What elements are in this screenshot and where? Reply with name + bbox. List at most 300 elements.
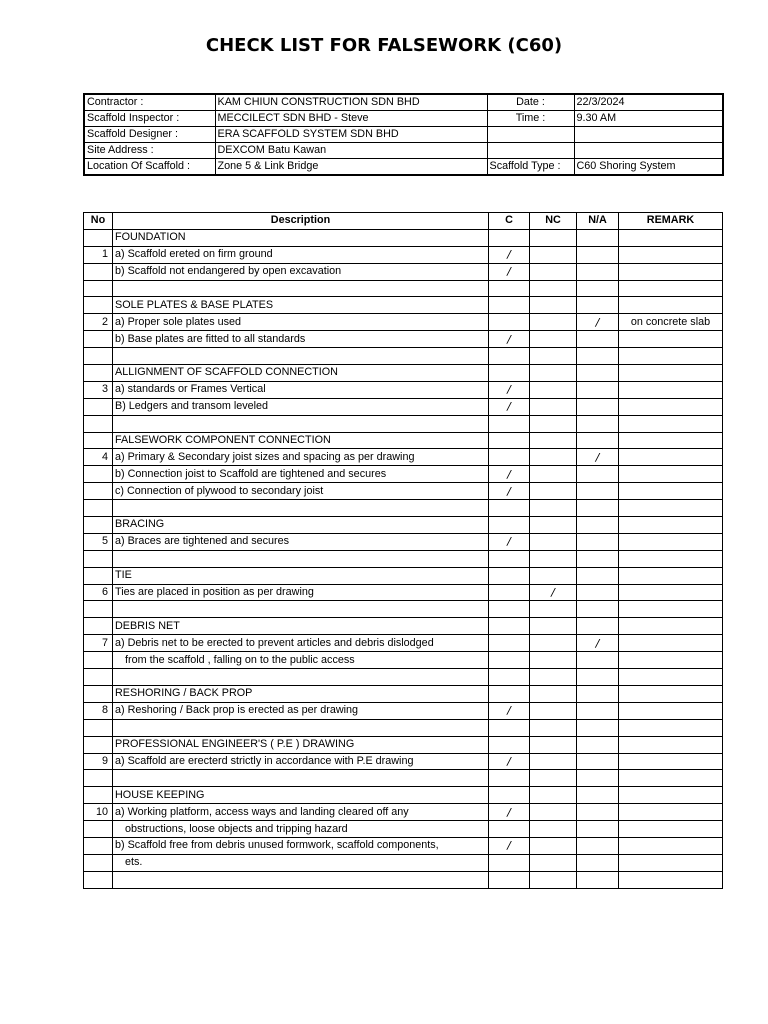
check-na	[577, 567, 619, 584]
table-row	[84, 821, 723, 838]
check-na	[577, 483, 619, 500]
check-na	[577, 398, 619, 415]
item-description	[113, 500, 489, 517]
item-remark	[619, 246, 723, 263]
table-row	[84, 854, 723, 871]
item-remark	[619, 550, 723, 567]
item-number	[84, 297, 113, 314]
check-c	[489, 567, 530, 584]
contractor-label: Contractor :	[84, 94, 215, 111]
check-na: /	[577, 314, 619, 331]
table-row	[84, 618, 723, 635]
item-number	[84, 331, 113, 348]
table-row	[84, 398, 723, 415]
check-nc	[530, 601, 577, 618]
check-na	[577, 685, 619, 702]
item-number	[84, 348, 113, 365]
check-nc: /	[530, 584, 577, 601]
item-description: a) Scaffold ereted on firm ground	[113, 246, 489, 263]
check-na	[577, 246, 619, 263]
item-remark	[619, 601, 723, 618]
table-row	[84, 702, 723, 719]
check-nc	[530, 280, 577, 297]
check-nc	[530, 483, 577, 500]
item-remark	[619, 567, 723, 584]
check-c	[489, 365, 530, 382]
check-nc	[530, 314, 577, 331]
item-description: a) Debris net to be erected to prevent articles and debris dislodged	[113, 635, 489, 652]
table-row	[84, 652, 723, 669]
table-row	[84, 280, 723, 297]
item-remark	[619, 483, 723, 500]
item-number	[84, 770, 113, 787]
item-description: PROFESSIONAL ENGINEER'S ( P.E ) DRAWING	[113, 736, 489, 753]
item-description: Ties are placed in position as per drawing	[113, 584, 489, 601]
inspector-value: MECCILECT SDN BHD - Steve	[215, 111, 487, 127]
item-remark	[619, 584, 723, 601]
item-description: TIE	[113, 567, 489, 584]
check-c	[489, 297, 530, 314]
check-na	[577, 702, 619, 719]
item-remark	[619, 618, 723, 635]
table-row	[84, 517, 723, 534]
item-description: FOUNDATION	[113, 229, 489, 246]
check-nc	[530, 635, 577, 652]
designer-value: ERA SCAFFOLD SYSTEM SDN BHD	[215, 127, 487, 143]
check-na	[577, 804, 619, 821]
info-row-contractor	[84, 94, 723, 111]
check-na	[577, 584, 619, 601]
table-row	[84, 365, 723, 382]
table-row	[84, 415, 723, 432]
item-remark	[619, 787, 723, 804]
check-na	[577, 500, 619, 517]
item-description	[113, 871, 489, 888]
item-remark	[619, 348, 723, 365]
item-remark	[619, 804, 723, 821]
item-description: HOUSE KEEPING	[113, 787, 489, 804]
item-number	[84, 736, 113, 753]
table-row	[84, 719, 723, 736]
check-na	[577, 821, 619, 838]
item-remark	[619, 432, 723, 449]
check-na	[577, 365, 619, 382]
info-row-designer	[84, 127, 723, 143]
check-nc	[530, 533, 577, 550]
item-description: b) Connection joist to Scaffold are tightened and secures	[113, 466, 489, 483]
check-nc	[530, 331, 577, 348]
document-title: CHECK LIST FOR FALSEWORK (C60)	[205, 35, 563, 56]
item-description	[113, 719, 489, 736]
check-nc	[530, 669, 577, 686]
check-nc	[530, 348, 577, 365]
table-row	[84, 263, 723, 280]
check-nc	[530, 500, 577, 517]
check-c	[489, 517, 530, 534]
info-row-location	[84, 159, 723, 176]
item-number	[84, 618, 113, 635]
item-remark	[619, 229, 723, 246]
item-number	[84, 567, 113, 584]
info-row-inspector	[84, 111, 723, 127]
item-description: FALSEWORK COMPONENT CONNECTION	[113, 432, 489, 449]
check-na: /	[577, 635, 619, 652]
item-number	[84, 415, 113, 432]
check-nc	[530, 297, 577, 314]
check-nc	[530, 685, 577, 702]
item-remark	[619, 449, 723, 466]
check-c: /	[489, 398, 530, 415]
check-nc	[530, 398, 577, 415]
location-label: Location Of Scaffold :	[84, 159, 215, 176]
item-remark	[619, 415, 723, 432]
check-nc	[530, 702, 577, 719]
item-remark	[619, 837, 723, 854]
table-row	[84, 635, 723, 652]
check-c: /	[489, 533, 530, 550]
table-row	[84, 804, 723, 821]
item-remark	[619, 297, 723, 314]
check-nc	[530, 854, 577, 871]
info-table	[83, 93, 724, 176]
item-description: a) Scaffold are erecterd strictly in accordance with P.E drawing	[113, 753, 489, 770]
date-value: 22/3/2024	[574, 94, 723, 111]
table-row	[84, 466, 723, 483]
check-nc	[530, 449, 577, 466]
date-label: Date :	[487, 94, 574, 111]
check-c	[489, 618, 530, 635]
item-number	[84, 229, 113, 246]
item-remark	[619, 381, 723, 398]
check-c	[489, 500, 530, 517]
table-row	[84, 685, 723, 702]
check-nc	[530, 837, 577, 854]
check-na	[577, 837, 619, 854]
item-remark	[619, 821, 723, 838]
check-nc	[530, 517, 577, 534]
check-c	[489, 348, 530, 365]
item-remark	[619, 365, 723, 382]
site-label: Site Address :	[84, 143, 215, 159]
check-c	[489, 584, 530, 601]
check-c	[489, 854, 530, 871]
item-remark	[619, 669, 723, 686]
check-na	[577, 618, 619, 635]
header-c: C	[489, 213, 530, 230]
item-remark	[619, 466, 723, 483]
check-c	[489, 669, 530, 686]
check-c	[489, 736, 530, 753]
item-number	[84, 432, 113, 449]
item-description	[113, 669, 489, 686]
item-remark	[619, 517, 723, 534]
table-row	[84, 381, 723, 398]
check-nc	[530, 381, 577, 398]
check-c: /	[489, 804, 530, 821]
item-description: b) Base plates are fitted to all standards	[113, 331, 489, 348]
item-description: obstructions, loose objects and tripping hazard	[113, 821, 489, 838]
item-number	[84, 500, 113, 517]
item-number: 10	[84, 804, 113, 821]
table-row	[84, 584, 723, 601]
checklist-header-row	[84, 213, 723, 230]
check-c	[489, 821, 530, 838]
item-number	[84, 263, 113, 280]
check-c: /	[489, 246, 530, 263]
time-label: Time :	[487, 111, 574, 127]
item-description	[113, 770, 489, 787]
table-row	[84, 297, 723, 314]
check-c	[489, 415, 530, 432]
check-na	[577, 415, 619, 432]
item-description: a) Braces are tightened and secures	[113, 533, 489, 550]
header-remark: REMARK	[619, 213, 723, 230]
item-number	[84, 398, 113, 415]
check-c	[489, 601, 530, 618]
check-nc	[530, 466, 577, 483]
table-row	[84, 500, 723, 517]
item-description: a) Proper sole plates used	[113, 314, 489, 331]
table-row	[84, 449, 723, 466]
item-number	[84, 837, 113, 854]
item-number	[84, 854, 113, 871]
header-no: No	[84, 213, 113, 230]
item-number	[84, 685, 113, 702]
scaffold-type-value: C60 Shoring System	[574, 159, 723, 176]
item-description: a) Primary & Secondary joist sizes and spacing as per drawing	[113, 449, 489, 466]
location-value: Zone 5 & Link Bridge	[215, 159, 487, 176]
info-empty-cell	[574, 127, 723, 143]
check-nc	[530, 229, 577, 246]
check-c: /	[489, 483, 530, 500]
item-remark	[619, 753, 723, 770]
check-c: /	[489, 263, 530, 280]
table-row	[84, 770, 723, 787]
check-nc	[530, 652, 577, 669]
info-empty-cell	[574, 143, 723, 159]
item-number	[84, 787, 113, 804]
item-remark	[619, 871, 723, 888]
item-remark	[619, 736, 723, 753]
item-number	[84, 669, 113, 686]
check-c	[489, 652, 530, 669]
check-na	[577, 601, 619, 618]
item-description	[113, 348, 489, 365]
header-description: Description	[113, 213, 489, 230]
check-na	[577, 533, 619, 550]
check-c: /	[489, 753, 530, 770]
item-number: 2	[84, 314, 113, 331]
item-remark	[619, 280, 723, 297]
item-number	[84, 365, 113, 382]
info-empty-cell	[487, 143, 574, 159]
check-nc	[530, 753, 577, 770]
table-row	[84, 669, 723, 686]
check-nc	[530, 365, 577, 382]
item-number	[84, 280, 113, 297]
item-number: 7	[84, 635, 113, 652]
item-number	[84, 550, 113, 567]
item-number	[84, 483, 113, 500]
table-row	[84, 331, 723, 348]
check-c	[489, 229, 530, 246]
scaffold-type-label: Scaffold Type :	[487, 159, 574, 176]
check-na	[577, 652, 619, 669]
time-value: 9.30 AM	[574, 111, 723, 127]
check-nc	[530, 787, 577, 804]
check-na	[577, 719, 619, 736]
table-row	[84, 753, 723, 770]
item-description: BRACING	[113, 517, 489, 534]
item-number	[84, 719, 113, 736]
item-description: a) Working platform, access ways and landing cleared off any	[113, 804, 489, 821]
item-number: 3	[84, 381, 113, 398]
item-remark	[619, 685, 723, 702]
item-number: 9	[84, 753, 113, 770]
check-na	[577, 297, 619, 314]
check-nc	[530, 618, 577, 635]
item-description: DEBRIS NET	[113, 618, 489, 635]
check-c	[489, 550, 530, 567]
table-row	[84, 348, 723, 365]
item-number	[84, 871, 113, 888]
header-nc: NC	[530, 213, 577, 230]
table-row	[84, 567, 723, 584]
item-remark	[619, 770, 723, 787]
check-na	[577, 229, 619, 246]
check-nc	[530, 432, 577, 449]
item-description: b) Scaffold not endangered by open excavation	[113, 263, 489, 280]
table-row	[84, 246, 723, 263]
item-number: 8	[84, 702, 113, 719]
table-row	[84, 432, 723, 449]
check-c	[489, 280, 530, 297]
header-na: N/A	[577, 213, 619, 230]
check-na	[577, 787, 619, 804]
check-nc	[530, 246, 577, 263]
info-empty-cell	[487, 127, 574, 143]
table-row	[84, 787, 723, 804]
item-remark	[619, 398, 723, 415]
item-description: ets.	[113, 854, 489, 871]
check-nc	[530, 719, 577, 736]
item-description	[113, 415, 489, 432]
check-c	[489, 314, 530, 331]
item-description: a) Reshoring / Back prop is erected as per drawing	[113, 702, 489, 719]
check-nc	[530, 821, 577, 838]
item-number	[84, 517, 113, 534]
item-remark	[619, 500, 723, 517]
check-na	[577, 263, 619, 280]
item-description: from the scaffold , falling on to the public access	[113, 652, 489, 669]
item-description: RESHORING / BACK PROP	[113, 685, 489, 702]
check-c: /	[489, 837, 530, 854]
item-remark: on concrete slab	[619, 314, 723, 331]
item-number: 4	[84, 449, 113, 466]
check-c	[489, 635, 530, 652]
check-na	[577, 517, 619, 534]
item-number: 5	[84, 533, 113, 550]
item-description: B) Ledgers and transom leveled	[113, 398, 489, 415]
item-remark	[619, 533, 723, 550]
item-number: 1	[84, 246, 113, 263]
item-remark	[619, 719, 723, 736]
check-c: /	[489, 381, 530, 398]
item-number: 6	[84, 584, 113, 601]
check-na	[577, 736, 619, 753]
check-na	[577, 770, 619, 787]
check-na	[577, 466, 619, 483]
item-number	[84, 652, 113, 669]
table-row	[84, 871, 723, 888]
table-row	[84, 837, 723, 854]
check-na	[577, 669, 619, 686]
check-na	[577, 550, 619, 567]
check-c	[489, 770, 530, 787]
check-c	[489, 871, 530, 888]
check-nc	[530, 415, 577, 432]
item-description: c) Connection of plywood to secondary joist	[113, 483, 489, 500]
checklist-table	[83, 212, 723, 889]
check-c: /	[489, 466, 530, 483]
item-description: a) standards or Frames Vertical	[113, 381, 489, 398]
item-number	[84, 821, 113, 838]
check-na	[577, 432, 619, 449]
check-c	[489, 432, 530, 449]
item-remark	[619, 331, 723, 348]
designer-label: Scaffold Designer :	[84, 127, 215, 143]
item-remark	[619, 652, 723, 669]
check-c: /	[489, 331, 530, 348]
item-description: ALLIGNMENT OF SCAFFOLD CONNECTION	[113, 365, 489, 382]
check-na	[577, 280, 619, 297]
check-c	[489, 685, 530, 702]
check-c	[489, 449, 530, 466]
check-c	[489, 787, 530, 804]
check-na	[577, 331, 619, 348]
check-nc	[530, 871, 577, 888]
item-remark	[619, 635, 723, 652]
check-c: /	[489, 702, 530, 719]
item-description: SOLE PLATES & BASE PLATES	[113, 297, 489, 314]
item-remark	[619, 854, 723, 871]
check-nc	[530, 263, 577, 280]
item-remark	[619, 263, 723, 280]
check-na: /	[577, 449, 619, 466]
check-na	[577, 381, 619, 398]
table-row	[84, 229, 723, 246]
checklist-body	[84, 229, 723, 888]
item-description	[113, 280, 489, 297]
check-c	[489, 719, 530, 736]
check-nc	[530, 550, 577, 567]
check-na	[577, 753, 619, 770]
item-remark	[619, 702, 723, 719]
contractor-value: KAM CHIUN CONSTRUCTION SDN BHD	[215, 94, 487, 111]
check-nc	[530, 567, 577, 584]
table-row	[84, 601, 723, 618]
check-na	[577, 854, 619, 871]
table-row	[84, 736, 723, 753]
check-nc	[530, 770, 577, 787]
check-na	[577, 348, 619, 365]
item-number	[84, 601, 113, 618]
table-row	[84, 533, 723, 550]
item-description: b) Scaffold free from debris unused formwork, scaffold components,	[113, 837, 489, 854]
check-nc	[530, 736, 577, 753]
table-row	[84, 314, 723, 331]
table-row	[84, 483, 723, 500]
